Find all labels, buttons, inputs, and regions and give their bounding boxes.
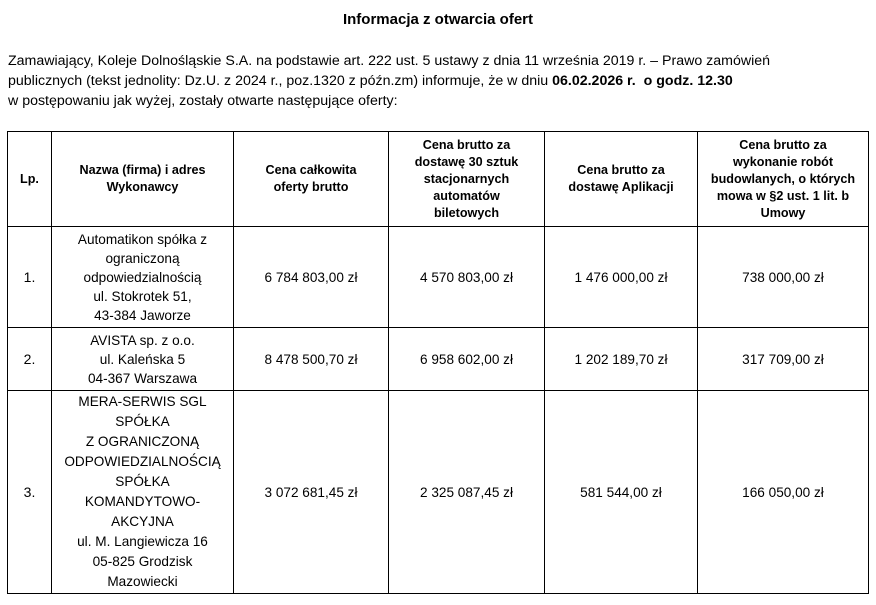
- contractor-line: 43-384 Jaworze: [94, 307, 191, 323]
- row-works-price: 166 050,00 zł: [698, 391, 869, 594]
- header-total: [234, 132, 389, 227]
- contractor-line: ograniczoną: [105, 250, 180, 266]
- row-app-price: 1 476 000,00 zł: [545, 227, 698, 328]
- contractor-line: KOMANDYTOWO-: [84, 494, 201, 509]
- row-machines-price: 4 570 803,00 zł: [389, 227, 545, 328]
- intro-line-2: [8, 71, 870, 91]
- contractor-line: SPÓŁKA: [115, 474, 170, 489]
- intro-line-3: w postępowaniu jak wyżej, zostały otwarte następujące oferty:: [8, 93, 398, 109]
- contractor-line: ODPOWIEDZIALNOŚCIĄ: [64, 454, 221, 469]
- row-machines-price: 2 325 087,45 zł: [389, 391, 545, 594]
- row-app-price: 581 544,00 zł: [545, 391, 698, 594]
- offers-table: [7, 131, 869, 594]
- header-name: [52, 132, 234, 227]
- row-contractor: [52, 328, 234, 391]
- row-lp: 2.: [8, 328, 52, 391]
- row-contractor: [52, 227, 234, 328]
- table-header-row: [8, 132, 869, 227]
- table-row: [8, 328, 869, 391]
- header-app-text: Cena brutto za dostawę Aplikacji: [568, 163, 674, 194]
- contractor-line: ul. M. Langiewicza 16: [77, 534, 208, 549]
- contractor-line: Mazowiecki: [107, 574, 178, 589]
- row-machines-price: 6 958 602,00 zł: [389, 328, 545, 391]
- opening-time: o godz. 12.30: [643, 73, 733, 89]
- table-row: [8, 391, 869, 594]
- header-total-text: Cena całkowita oferty brutto: [265, 163, 357, 194]
- contractor-line: ul. Stokrotek 51,: [93, 288, 192, 304]
- contractor-line: Z OGRANICZONĄ: [85, 434, 200, 449]
- row-works-price: 317 709,00 zł: [698, 328, 869, 391]
- header-name-text: Nazwa (firma) i adres Wykonawcy: [79, 163, 206, 194]
- row-contractor: [52, 391, 234, 594]
- row-lp: 1.: [8, 227, 52, 328]
- contractor-line: 05-825 Grodzisk: [92, 554, 193, 569]
- header-lp: Lp.: [8, 132, 52, 227]
- header-app: [545, 132, 698, 227]
- contractor-line: 04-367 Warszawa: [87, 370, 198, 386]
- header-machines: [389, 132, 545, 227]
- contractor-line: MERA-SERWIS SGL: [78, 394, 207, 409]
- contractor-line: AKCYJNA: [111, 514, 174, 529]
- contractor-line: SPÓŁKA: [115, 414, 170, 429]
- intro-line-2-text: publicznych (tekst jednolity: Dz.U. z 2024 r., poz.1320 z późn.zm) informuje, że w dniu: [8, 73, 553, 89]
- contractor-line: Automatikon spółka z: [77, 231, 208, 247]
- contractor-line: odpowiedzialnością: [83, 269, 202, 285]
- row-works-price: 738 000,00 zł: [698, 227, 869, 328]
- header-works-text: Cena brutto za wykonanie robót budowlanych, o których mowa w §2 ust. 1 lit. b Umowy: [710, 137, 856, 220]
- opening-date: 06.02.2026 r.: [552, 73, 636, 89]
- document-title: Informacja z otwarcia ofert: [342, 11, 534, 28]
- contractor-line: ul. Kaleńska 5: [99, 351, 186, 367]
- header-machines-text: Cena brutto za dostawę 30 sztuk stacjonarnych automatów biletowych: [414, 137, 519, 220]
- contractor-line: AVISTA sp. z o.o.: [90, 332, 195, 348]
- table-row: [8, 227, 869, 328]
- row-total-price: 3 072 681,45 zł: [234, 391, 389, 594]
- row-total-price: 6 784 803,00 zł: [234, 227, 389, 328]
- header-works: [698, 132, 869, 227]
- intro-paragraph: [8, 51, 870, 111]
- intro-line-1: Zamawiający, Koleje Dolnośląskie S.A. na podstawie art. 222 ust. 5 ustawy z dnia 11 września 2019 r. – Prawo zamówień: [8, 53, 771, 69]
- row-total-price: 8 478 500,70 zł: [234, 328, 389, 391]
- row-lp: 3.: [8, 391, 52, 594]
- row-app-price: 1 202 189,70 zł: [545, 328, 698, 391]
